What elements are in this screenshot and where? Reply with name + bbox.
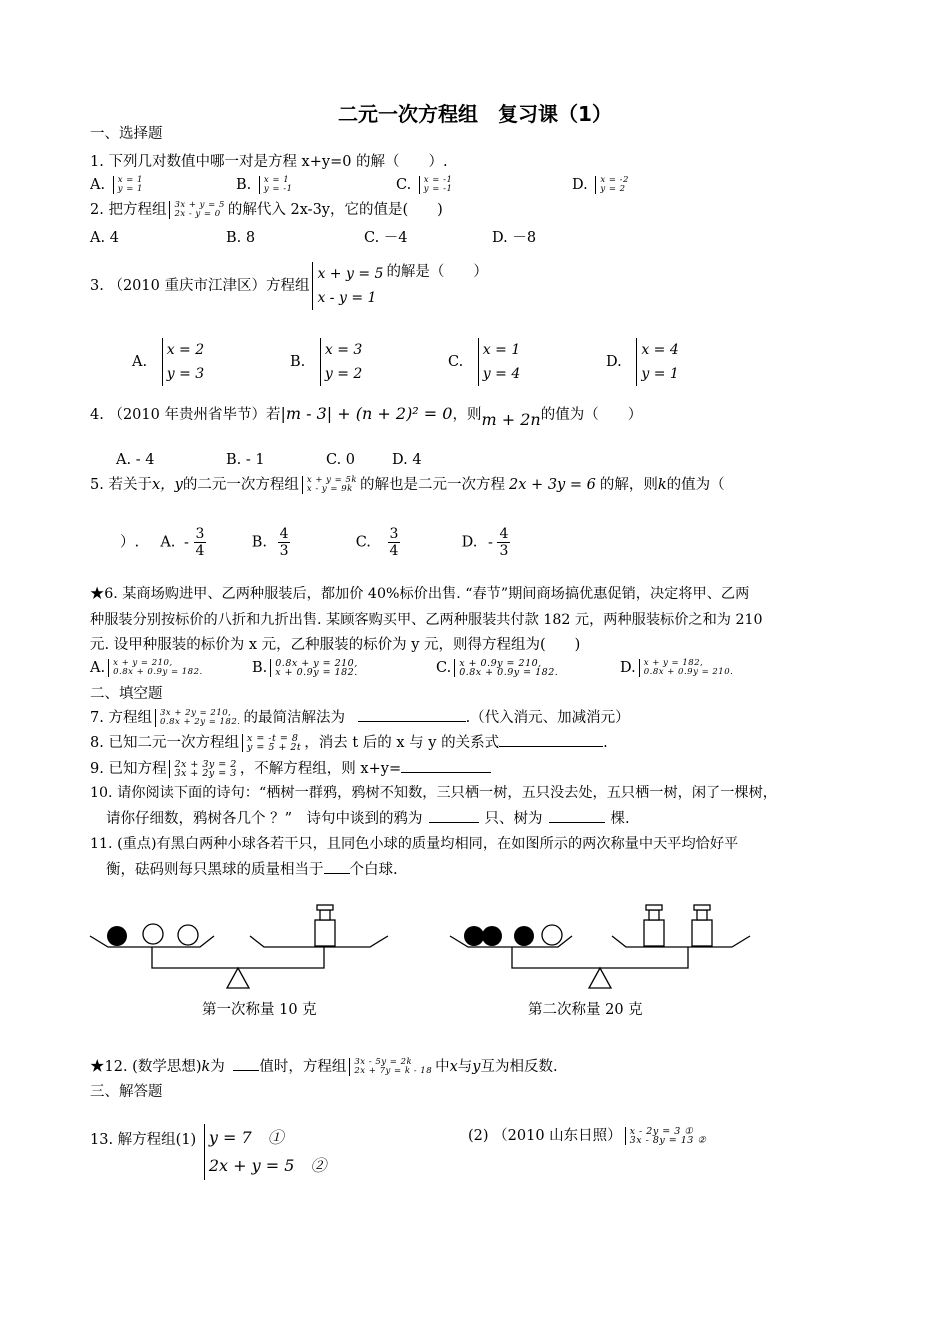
q3-c-l1: x = 1: [482, 342, 521, 358]
q3-option-b-system: [320, 338, 362, 386]
q5-d-den: 3: [499, 543, 509, 559]
q3-option-c: [448, 338, 523, 386]
q2-option-a: A. 4: [90, 230, 119, 246]
q8-post2: .: [603, 735, 608, 751]
q7-post2: .（代入消元、加减消元）: [465, 710, 630, 726]
black-ball: [514, 926, 534, 946]
q4-mid: ，则: [452, 407, 482, 423]
q5-sys2: x - y = 9k: [306, 484, 353, 494]
q6-c-l2: 0.8x + 0.9y = 182.: [459, 667, 559, 678]
weight-icon: [644, 905, 664, 946]
q5-option-a-fraction: [194, 526, 207, 559]
q1-option-a-system: x = 1 y = 1: [113, 176, 143, 194]
q1-option-b-system: x = 1 y = -1: [259, 176, 293, 194]
q3-d-l2: y = 1: [641, 366, 679, 382]
q9-system: [169, 760, 236, 778]
q5-option-a-sign: -: [184, 534, 189, 551]
q8-l2: y = 5 + 2t: [246, 742, 302, 753]
balance-scale-second: [448, 900, 760, 992]
q6-option-b-label: B.: [252, 660, 268, 676]
q8-answer-blank[interactable]: [499, 732, 603, 747]
q2-option-b: B. 8: [226, 230, 256, 246]
question-8: [90, 732, 608, 753]
q5-options-row: [120, 526, 510, 559]
q5-b-num: 4: [279, 526, 289, 542]
q5-option-b-fraction: [278, 526, 291, 559]
q5-a-den: 4: [195, 543, 205, 559]
fulcrum: [227, 968, 249, 988]
q5-sys1: x + y = 5k: [306, 475, 358, 485]
q6-option-c-system: [454, 659, 558, 677]
q9-pre: 9. 已知方程: [90, 761, 167, 777]
q12-mid1: 为: [210, 1059, 225, 1075]
caption-second-weighing: 第二次称量 20 克: [528, 1002, 643, 1018]
q3-a-l1: x = 2: [166, 342, 205, 358]
q6-d-l1: x + y = 182,: [643, 658, 704, 668]
q4-expression: |m - 3| + (n + 2)² = 0: [280, 404, 453, 423]
white-ball: [178, 925, 198, 945]
q11-line2b: 个白球.: [349, 862, 398, 878]
q7-l2: 0.8x + 2y = 182.: [159, 717, 241, 727]
q12-answer-blank[interactable]: [233, 1056, 259, 1071]
q5-mid2: 的解也是二元一次方程: [360, 477, 506, 493]
q10-line2a: 请你仔细数，鸦树各几个 ？” 诗句中谈到的鸦为: [106, 811, 423, 827]
q12-l1: 3x - 5y = 2k: [354, 1057, 413, 1067]
q12-y: y: [472, 1059, 481, 1075]
q1-option-d-label: D.: [572, 177, 588, 193]
q3-option-c-label: C.: [448, 354, 464, 370]
q12-mid3: 中: [435, 1059, 450, 1075]
q6-option-c: [436, 658, 561, 678]
fulcrum: [589, 968, 611, 988]
q1-option-b-label: B.: [236, 177, 252, 193]
q10-line2c: 棵.: [610, 811, 630, 827]
q8-l1: x = -t = 8: [246, 733, 299, 744]
black-ball: [482, 926, 502, 946]
black-ball: [107, 926, 127, 946]
q4-option-d: D. 4: [392, 452, 422, 468]
q3-option-a-label: A.: [132, 354, 148, 370]
q2-post: 的解代入 2x-3y，它的值是( ): [227, 202, 443, 218]
q5-mid3: 的解，则: [599, 477, 658, 493]
question-10-line-2: [106, 808, 630, 829]
q11-line2a: 衡，砝码则每只黑球的质量相当于: [106, 862, 324, 878]
q5-k: k: [657, 477, 667, 493]
question-3-stem: [90, 262, 488, 310]
q13-p2l2: 3x - 8y = 13 ②: [629, 1135, 707, 1146]
question-2-stem: [90, 200, 443, 220]
question-4-stem: [90, 404, 642, 430]
q2-pre: 2. 把方程组: [90, 202, 167, 218]
question-1-stem: 1. 下列几对数值中哪一对是方程 x+y=0 的解（ ）.: [90, 154, 448, 170]
question-6-line-3: 元. 设甲种服装的标价为 x 元，乙种服装的标价为 y 元，则得方程组为( ): [90, 637, 581, 653]
q12-l2: 2x + 7y = k - 18: [354, 1066, 433, 1076]
q13-pre: 13. 解方程组(1): [90, 1132, 197, 1148]
q6-a-l1: x + y = 210,: [113, 658, 173, 668]
weight-icon: [315, 905, 335, 946]
question-12: [90, 1056, 558, 1077]
q3-d-l1: x = 4: [641, 342, 679, 358]
q12-post: 互为相反数.: [480, 1059, 558, 1075]
q3-option-d-system: [636, 338, 678, 386]
q1-option-c: [396, 175, 455, 195]
q3-eq1: x + y = 5: [317, 266, 384, 282]
q3-pre: 3. （2010 重庆市江津区）方程组: [90, 278, 310, 294]
q5-a-num: 3: [195, 526, 205, 542]
q3-option-a-system: [162, 338, 204, 386]
q5-c-den: 4: [389, 543, 399, 559]
white-ball: [143, 924, 163, 944]
q6-option-c-label: C.: [436, 660, 452, 676]
section-heading-fill: 二、填空题: [90, 686, 163, 702]
q5-line2-pre: ）.: [120, 534, 140, 551]
q12-system: [349, 1058, 432, 1076]
question-6-line-1: ★6. 某商场购进甲、乙两种服装后，都加价 40%标价出售. “春节”期间商场搞优惠促销，决定将甲、乙两: [90, 586, 750, 602]
q6-b-l1: 0.8x + y = 210,: [275, 658, 358, 669]
q13-system-1: [204, 1124, 327, 1180]
white-ball: [542, 925, 562, 945]
q8-system: [242, 734, 301, 752]
balance-scale-first: [88, 900, 398, 992]
question-11-line-2: [106, 859, 398, 880]
question-13-part-1: [90, 1124, 329, 1180]
q9-l2: 3x + 2y = 3: [174, 768, 237, 779]
q4-pre: 4. （2010 年贵州省毕节）若: [90, 407, 281, 423]
q6-d-l2: 0.8x + 0.9y = 210.: [643, 667, 734, 677]
black-ball: [464, 926, 484, 946]
q5-b-den: 3: [279, 543, 289, 559]
q2-option-d: D. －8: [492, 230, 537, 246]
beam: [512, 947, 688, 968]
q1-option-a-label: A.: [90, 177, 106, 193]
q5-option-d-label: D.: [461, 534, 478, 551]
q4-option-b: B. - 1: [226, 452, 265, 468]
q6-b-l2: x + 0.9y = 182.: [275, 667, 358, 678]
q11-answer-blank[interactable]: [324, 859, 350, 874]
q3-a-l2: y = 3: [166, 366, 205, 382]
q3-c-l2: y = 4: [482, 366, 521, 382]
q3-option-c-system: [478, 338, 520, 386]
q6-option-b-system: [270, 659, 357, 677]
q3-option-d-label: D.: [606, 354, 622, 370]
q3-post: 的解是（ ）: [386, 264, 488, 280]
q6-option-d: [620, 658, 736, 678]
q5-d-num: 4: [499, 526, 509, 542]
q8-pre: 8. 已知二元一次方程组: [90, 735, 239, 751]
q13-system-2: [625, 1127, 707, 1145]
q9-post: ，不解方程组，则 x+y=: [239, 761, 402, 777]
page-title: 二元一次方程组 复习课（1）: [338, 102, 612, 126]
q2-system: 3x + y = 5 2x - y = 0: [169, 201, 224, 219]
q6-c-l1: x + 0.9y = 210,: [459, 658, 542, 669]
q1-option-d-system: x = -2 y = 2: [595, 176, 629, 194]
q4-post: 的值为（ ）: [540, 407, 643, 423]
q1-option-d: [572, 175, 632, 195]
q6-option-a: [90, 658, 206, 678]
section-heading-solve: 三、解答题: [90, 1084, 163, 1100]
right-pan: [612, 936, 750, 947]
q5-option-c-label: C.: [355, 534, 371, 551]
beam: [152, 947, 324, 968]
q6-option-b: [252, 658, 361, 678]
section-heading-choice: 一、选择题: [90, 126, 163, 142]
q7-system: [155, 709, 241, 727]
q1-option-a: [90, 175, 146, 195]
q13-l2: 2x + y = 5 ②: [208, 1156, 327, 1175]
question-13-part-2: [468, 1126, 709, 1146]
q12-k: k: [201, 1059, 211, 1075]
q13-l1: y = 7 ①: [208, 1128, 284, 1147]
q3-system: [312, 262, 383, 310]
q3-eq2: x - y = 1: [317, 290, 377, 306]
q5-option-d-fraction: [497, 526, 510, 559]
q6-option-a-system: [108, 659, 203, 677]
q4-expression-2: m + 2n: [481, 410, 541, 429]
q5-mid1: 的二元一次方程组: [182, 477, 299, 493]
q12-x: x: [449, 1059, 458, 1075]
q12-pre: ★12. (数学思想): [90, 1059, 202, 1075]
q6-option-a-label: A.: [90, 660, 106, 676]
question-9: [90, 758, 491, 779]
q10-line2b: 只、树为: [484, 811, 543, 827]
q12-mid2: 值时，方程组: [259, 1059, 347, 1075]
weight-icon: [692, 905, 712, 946]
q3-b-l2: y = 2: [324, 366, 363, 382]
q5-option-a-label: A.: [160, 534, 176, 551]
q12-mid4: 与: [457, 1059, 473, 1075]
q6-a-l2: 0.8x + 0.9y = 182.: [113, 667, 203, 677]
q5-option-c-fraction: [388, 526, 401, 559]
q5-system: [302, 476, 357, 494]
question-6-line-2: 种服装分别按标价的八折和九折出售. 某顾客购买甲、乙两种服装共付款 182 元，两种服装标价之和为 210: [90, 612, 763, 628]
q10-trees-blank[interactable]: [549, 808, 605, 823]
q3-b-l1: x = 3: [324, 342, 363, 358]
q10-crows-blank[interactable]: [429, 808, 479, 823]
question-11-line-1: 11. (重点)有黑白两种小球各若干只，且同色小球的质量均相同，在如图所示的两次称量中天平均恰好平: [90, 836, 739, 852]
q3-option-a: [132, 338, 207, 386]
q5-c-num: 3: [389, 526, 399, 542]
q3-option-b: [290, 338, 365, 386]
question-7: [90, 707, 630, 728]
q1-option-c-label: C.: [396, 177, 412, 193]
q7-pre: 7. 方程组: [90, 710, 152, 726]
caption-first-weighing: 第一次称量 10 克: [202, 1002, 317, 1018]
q5-equation: 2x + 3y = 6: [509, 477, 596, 493]
q5-option-d-sign: -: [487, 534, 493, 551]
q8-post1: ，消去 t 后的 x 与 y 的关系式: [304, 735, 500, 751]
q5-post: 的值为（: [666, 477, 725, 493]
q9-l1: 2x + 3y = 2: [174, 759, 237, 770]
q5-option-b-label: B.: [251, 534, 267, 551]
q7-answer-blank[interactable]: [358, 707, 466, 722]
q1-option-c-system: x = -1 y = -1: [419, 176, 453, 194]
q9-answer-blank[interactable]: [401, 758, 491, 773]
q1-option-b: [236, 175, 295, 195]
q4-option-a: A. - 4: [116, 452, 155, 468]
q13-p2l1: x - 2y = 3 ①: [629, 1126, 694, 1137]
q6-option-d-system: [639, 659, 734, 677]
q13-part2: (2) （2010 山东日照）: [468, 1128, 622, 1144]
q7-l1: 3x + 2y = 210,: [159, 708, 232, 718]
question-5-stem: [90, 475, 725, 495]
q2-option-c: C. －4: [364, 230, 408, 246]
q3-option-b-label: B.: [290, 354, 306, 370]
q6-option-d-label: D.: [620, 660, 636, 676]
q5-pre: 5. 若关于: [90, 477, 152, 493]
question-10-line-1: 10. 请你阅读下面的诗句：“栖树一群鸦，鸦树不知数，三只栖一树，五只没去处，五只栖一树，闲了一棵树，: [90, 785, 777, 801]
q5-vars: x，y: [151, 477, 183, 493]
q3-option-d: [606, 338, 682, 386]
q4-option-c: C. 0: [326, 452, 356, 468]
q7-post1: 的最简洁解法为: [243, 710, 345, 726]
